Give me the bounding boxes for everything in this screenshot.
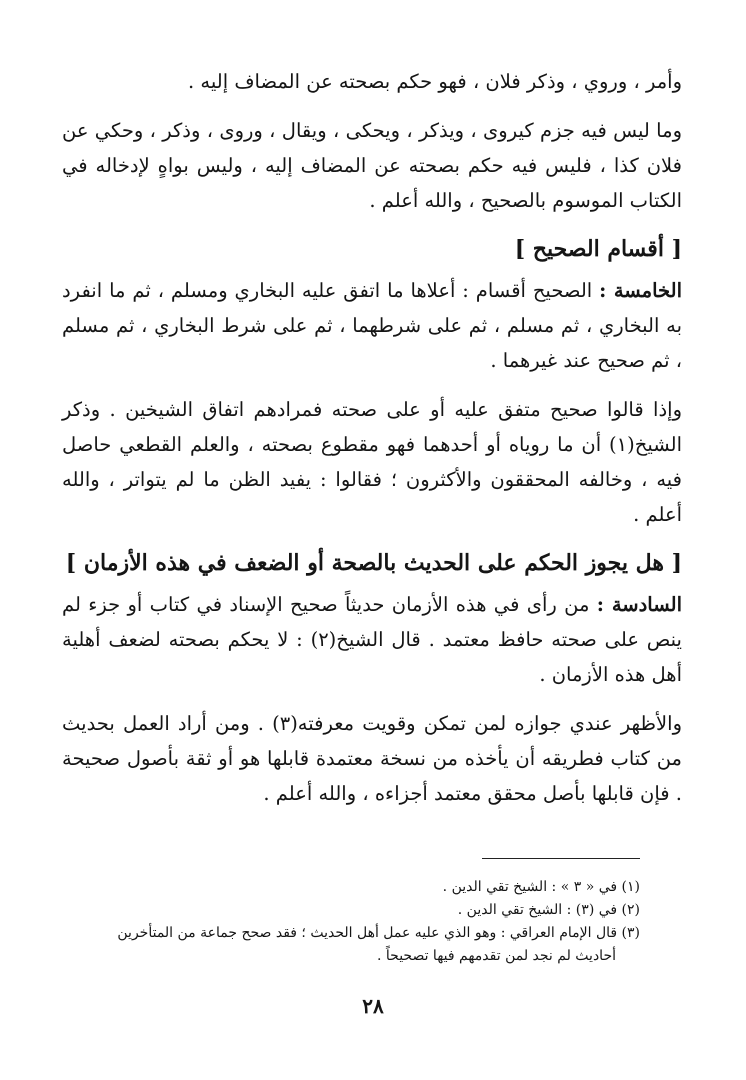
paragraph-3-lead: الخامسة : [599, 279, 683, 302]
paragraph-5-text: من رأى في هذه الأزمان حديثاً صحيح الإسناد في كتاب أو جزء لم ينص على صحته حافظ معتمد . قال الشيخ(٢) : لا يحكم بصحته لضعف أهلية أهل هذه الأزمان . [62, 593, 682, 686]
page-body [62, 64, 682, 811]
footnote-3-continuation: أحاديث لم نجد لمن تقدمهم فيها تصحيحاً . [376, 948, 616, 964]
footnote-3: (٣) قال الإمام العراقي : وهو الذي عليه عمل أهل الحديث ؛ فقد صحح جماعة من المتأخرين [117, 925, 640, 941]
paragraph-4: وإذا قالوا صحيح متفق عليه أو على صحته فمرادهم اتفاق الشيخين . وذكر الشيخ(١) أن ما روياه أو أحدهما فهو مقطوع بصحته ، والعلم القطعي حاصل فيه ، وخالفه المحققون والأكثرون ؛ فقالوا : يفيد الظن ما لم يتواتر ، والله أعلم . [62, 398, 682, 526]
paragraph-3 [62, 273, 682, 378]
footnote-1: (١) في « ٣ » : الشيخ تقي الدين . [442, 879, 640, 895]
paragraph-5-lead: السادسة : [596, 593, 682, 616]
footnote-2: (٢) في (٣) : الشيخ تقي الدين . [457, 902, 640, 918]
paragraph-1: وأمر ، وروي ، وذكر فلان ، فهو حكم بصحته عن المضاف إليه . [188, 70, 682, 93]
section-heading-sahih-divisions: [ أقسام الصحيح ] [514, 236, 682, 262]
paragraph-5 [62, 587, 682, 692]
section-heading-ruling-in-these-times: [ هل يجوز الحكم على الحديث بالصحة أو الضعف في هذه الأزمان ] [65, 550, 682, 576]
page-number: ٢٨ [362, 994, 384, 1018]
paragraph-6: والأظهر عندي جوازه لمن تمكن وقويت معرفته(٣) . ومن أراد العمل بحديث من كتاب فطريقه أن يأخذه من نسخة معتمدة قابلها هو أو ثقة بأصول صحيحة . فإن قابلها بأصل محقق معتمد أجزاءه ، والله أعلم . [62, 712, 683, 805]
paragraph-2: وما ليس فيه جزم كيروى ، ويذكر ، ويحكى ، ويقال ، وروى ، وذكر ، وحكي عن فلان كذا ، فليس فيه حكم بصحته عن المضاف إليه ، وليس بواهٍ لإدخاله في الكتاب الموسوم بالصحيح ، والله أعلم . [62, 119, 682, 212]
footnote-divider [482, 858, 640, 859]
paragraph-3-text: الصحيح أقسام : أعلاها ما اتفق عليه البخاري ومسلم ، ثم ما انفرد به البخاري ، ثم مسلم ، ثم على شرطهما ، ثم على شرط البخاري ، ثم مسلم ، ثم صحيح عند غيرهما . [62, 279, 682, 372]
footnotes [80, 876, 640, 968]
